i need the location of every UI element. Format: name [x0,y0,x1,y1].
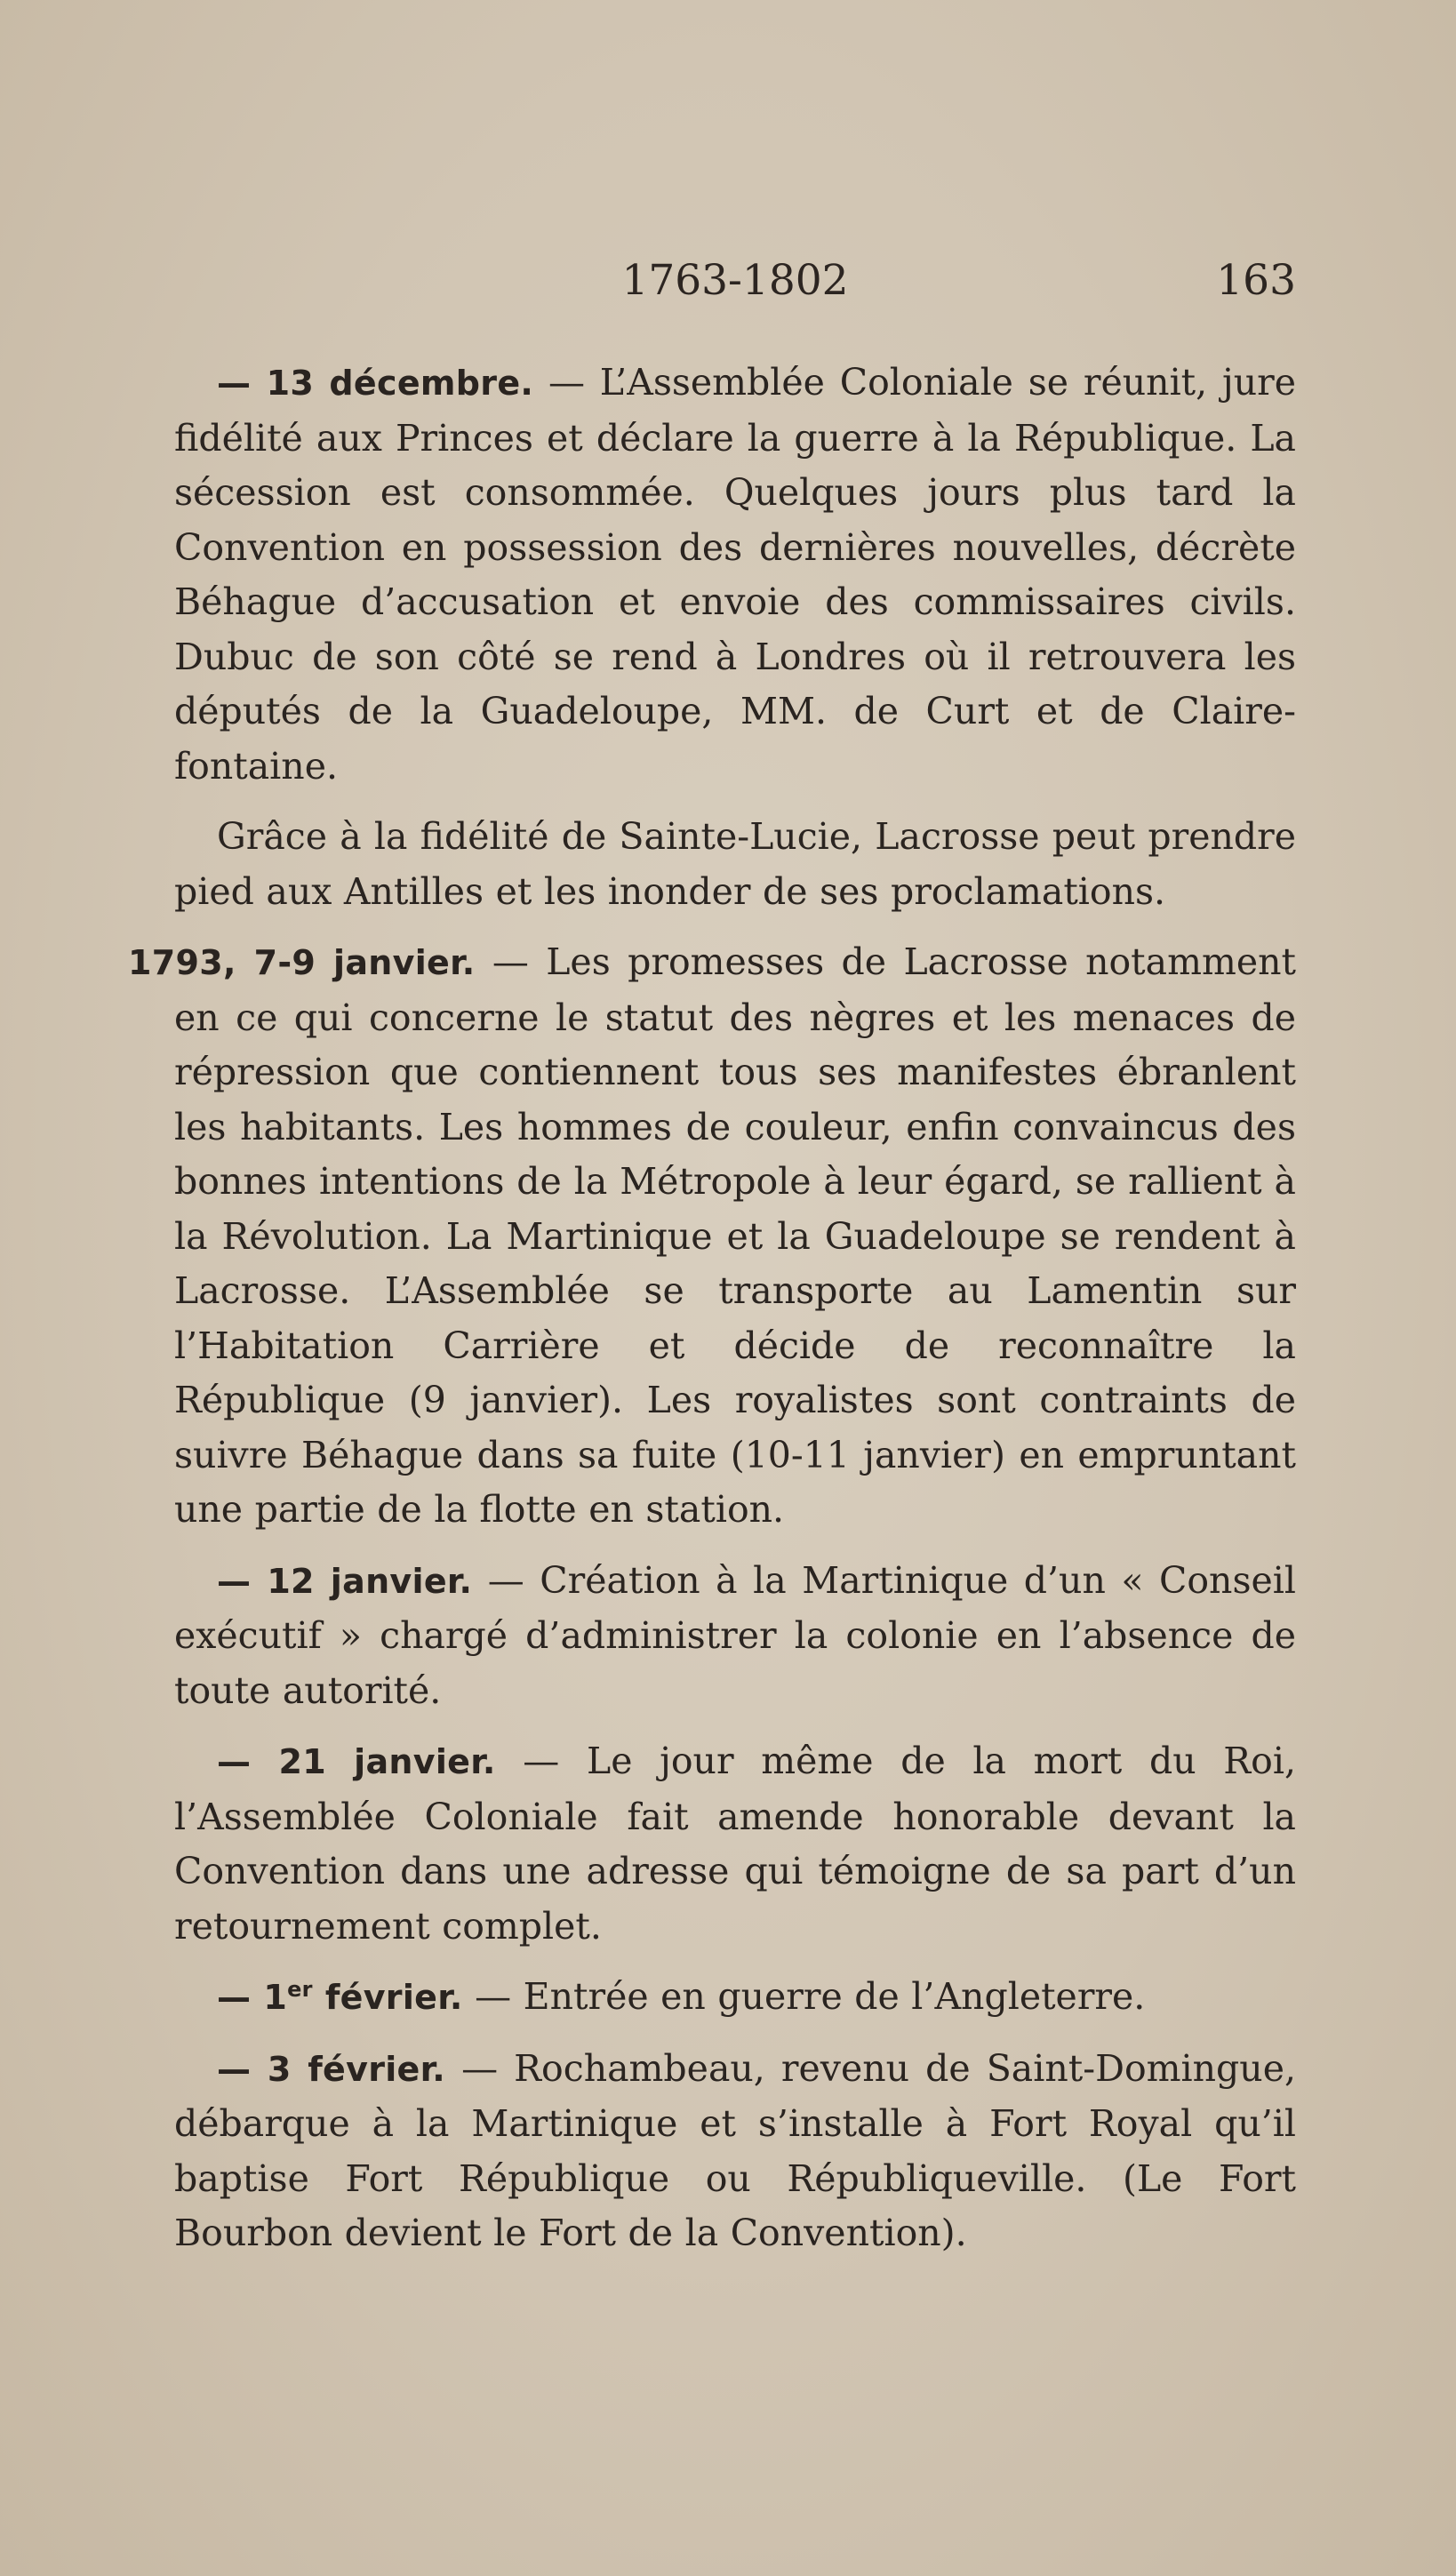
entry-text: — Création à la Martinique d’un « Conseil exécutif » chargé d’administrer la colonie en l’absence de toute autorité. [174,1558,1296,1712]
entry-date: — 13 décembre. [217,364,534,403]
entry-date: 1793, 7-9 janvier. [128,943,476,982]
running-head-title: 1763-1802 [621,256,849,305]
entry-text: — Entrée en guerre de l’Angleterre. [462,1975,1146,2018]
entry-text: — Les promesses de Lacrosse notamment en ce qui concerne le statut des nègres et les menaces de répression que contiennent tous ses manifestes ébranlent les habitants. Les hommes de couleur, enfin convaincus des bonnes intentions de la Métropole à leur égard, se rallient à la Révolution. La Martinique et la Guadeloupe se rendent à Lacrosse. L’Assemblée se transporte au Lamentin sur l’Habitation Carrière et décide de reconnaître la République (9 janvier). Les royalistes sont contraints de suivre Béhague dans sa fuite (10-11 janvier) en empruntant une partie de la flotte en station. [174,940,1296,1531]
entry-date: — 21 janvier. [217,1742,496,1781]
body-text [128,356,1296,2277]
entry-date-suffix: février. [312,1978,463,2017]
entry-date-superscript: er [287,1977,313,2002]
entry-text: Grâce à la fidélité de Sainte-Lucie, Lacrosse peut prendre pied aux Antilles et les inonder de ses proclamations. [174,815,1296,913]
entry-text: — Le jour même de la mort du Roi, l’Assemblée Coloniale fait amende honorable devant la Convention dans une adresse qui témoigne de sa part d’un retournement complet. [174,1740,1296,1948]
entry-12-janvier [174,1554,1296,1719]
entry-1793-janvier [128,935,1296,1538]
entry-date-prefix: — 1 [217,1978,288,2017]
entry-date: — 3 février. [217,2049,445,2089]
running-head [174,254,1296,308]
entry-date: — 12 janvier. [217,1561,473,1601]
paragraph-sainte-lucie [174,810,1296,919]
entry-date [217,1978,463,2017]
entry-21-janvier [174,1734,1296,1954]
entry-3-fevrier [174,2042,1296,2261]
entry-1er-fevrier [174,1970,1296,2026]
entry-13-decembre [174,356,1296,794]
entry-text: — L’Assemblée Coloniale se réunit, jure fidélité aux Princes et déclare la guerre à la République. La sécession est consommée. Quelques jours plus tard la Convention en possession des dernières nouvelles, décrète Béhague d’accusation et envoie des commissaires civils. Dubuc de son côté se rend à Londres où il retrouvera les députés de la Guadeloupe, MM. de Curt et de Clairefontaine. [174,361,1296,788]
page-number: 163 [1216,256,1296,305]
entry-text: — Rochambeau, revenu de Saint-Domingue, débarque à la Martinique et s’installe à Fort Royal qu’il baptise Fort République ou Républiqueville. (Le Fort Bourbon devient le Fort de la Convention). [174,2046,1296,2254]
